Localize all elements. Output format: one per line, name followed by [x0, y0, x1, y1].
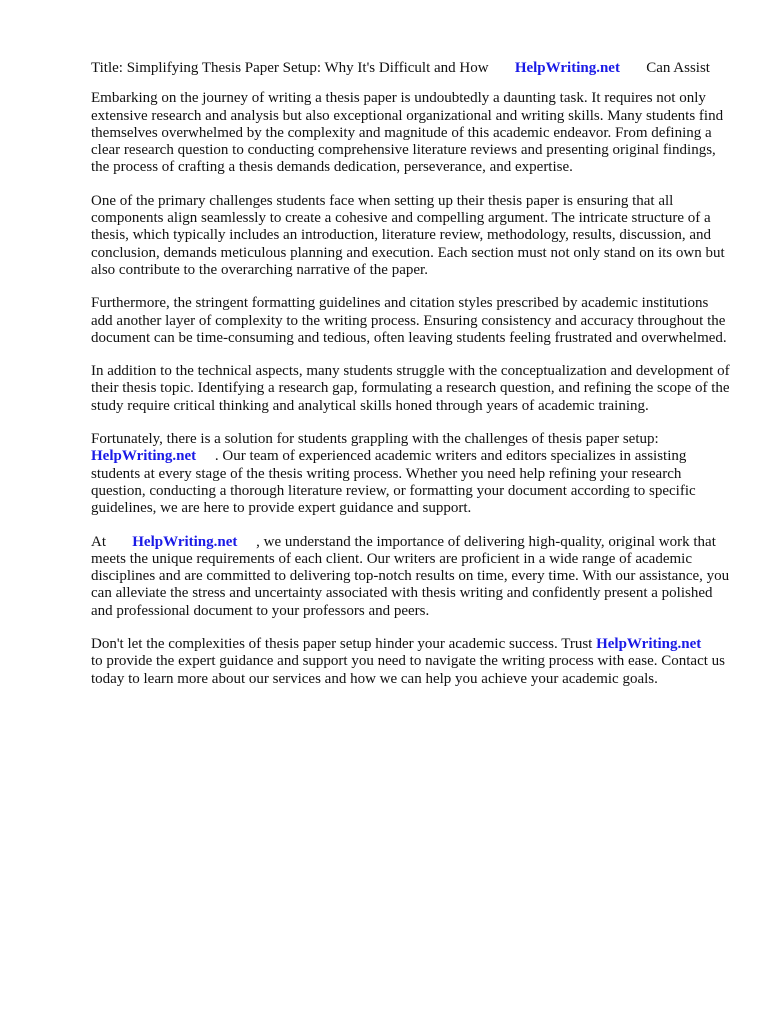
paragraph-challenges: One of the primary challenges students face when setting up their thesis paper is ensuring that all components align seamlessly to create a cohesive and compelling argument. The intricate structure of a thesis, which typically includes an introduction, literature review, methodology, results, discussion, and conclusion, demands meticulous planning and execution. Each section must not only stand on its own but also contribute to the overarching narrative of the paper. — [91, 192, 725, 278]
paragraph-formatting: Furthermore, the stringent formatting guidelines and citation styles prescribed by academic institutions add another layer of complexity to the writing process. Ensuring consistency and accuracy throughout the document can be time-consuming and tedious, often leaving students feeling frustrated and overwhelmed. — [91, 295, 727, 346]
commitment-helpwriting-link[interactable]: HelpWriting.net — [132, 533, 238, 550]
document-page — [91, 60, 731, 688]
title-text-start: Title: Simplifying Thesis Paper Setup: Why It's Difficult and How — [91, 60, 493, 76]
commitment-text-start: At — [91, 533, 110, 550]
document-title — [91, 60, 731, 77]
title-helpwriting-link[interactable]: HelpWriting.net — [514, 60, 620, 76]
paragraph-call-to-action — [91, 636, 731, 688]
cta-text-end: to provide the expert guidance and support you need to navigate the writing process with ease. Contact us today to learn more about our services and how we can help you achieve your academic goals. — [91, 653, 725, 687]
paragraph-intro: Embarking on the journey of writing a thesis paper is undoubtedly a daunting task. It requires not only extensive research and analysis but also exceptional organizational and writing skills. Many students find themselves overwhelmed by the complexity and magnitude of this academic endeavor. From defining a clear research question to conducting comprehensive literature reviews and presenting original findings, the process of crafting a thesis demands dedication, perseverance, and expertise. — [91, 90, 724, 176]
paragraph-solution — [91, 431, 731, 517]
solution-text-start: Fortunately, there is a solution for students grappling with the challenges of thesis paper setup: — [91, 431, 659, 448]
solution-helpwriting-link[interactable]: HelpWriting.net — [91, 448, 197, 465]
cta-helpwriting-link[interactable]: HelpWriting.net — [596, 636, 702, 653]
cta-text-start: Don't let the complexities of thesis paper setup hinder your academic success. Trust — [91, 636, 597, 653]
title-text-end: Can Assist — [642, 60, 710, 76]
paragraph-commitment — [91, 534, 731, 620]
solution-text-end: . Our team of experienced academic writers and editors specializes in assisting students at every stage of the thesis writing process. Whether you need help refining your research question, conducting a thorough literature review, or formatting your document according to specific guidelines, we are here to provide expert guidance and support. — [91, 448, 696, 517]
commitment-text-end: , we understand the importance of delivering high-quality, original work that meets the unique requirements of each client. Our writers are proficient in a wide range of academic disciplines and are committed to delivering top-notch results on time, every time. With our assistance, you can alleviate the stress and uncertainty associated with thesis writing and confidently present a polished and professional document to your professors and peers. — [91, 533, 730, 619]
paragraph-conceptualization: In addition to the technical aspects, many students struggle with the conceptualization and development of their thesis topic. Identifying a research gap, formulating a research question, and refining the scope of the study require critical thinking and analytical skills honed through years of academic training. — [91, 363, 730, 414]
